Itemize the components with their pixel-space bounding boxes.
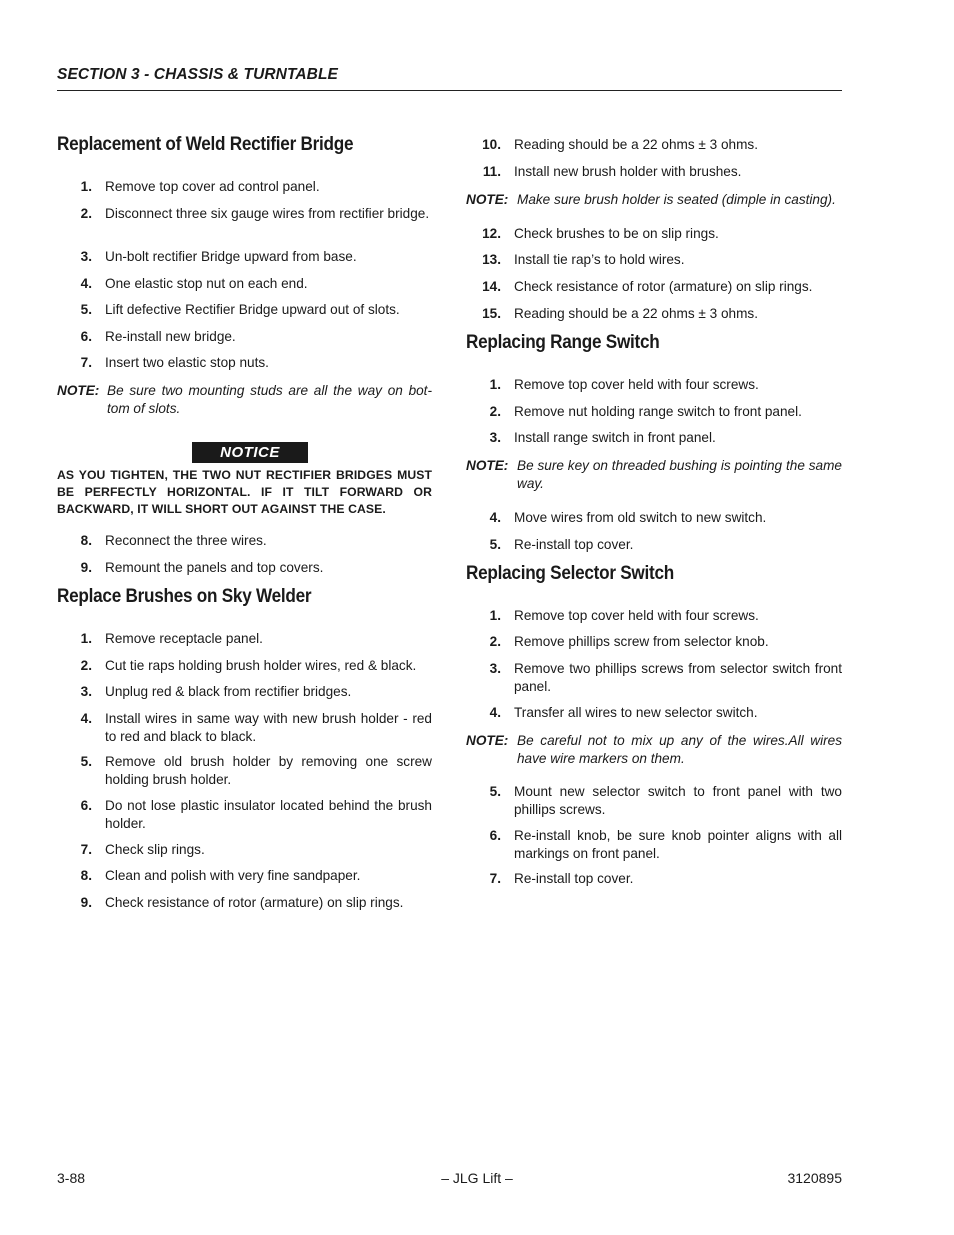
note-label: NOTE: — [466, 192, 509, 207]
list-item: 5. Lift defective Rectifier Bridge upward out of slots. — [80, 302, 400, 317]
list-item: 7. Re-install top cover. — [489, 871, 634, 886]
list-item: 2. Remove phillips screw from selector knob. — [489, 634, 769, 649]
list-item: 9. Check resistance of rotor (armature) on slip rings. — [80, 895, 404, 910]
note-label: NOTE: — [466, 458, 509, 473]
list-item: 10. Reading should be a 22 ohms ± 3 ohms. — [482, 137, 758, 152]
page-header — [57, 64, 842, 91]
list-item: 12. Check brushes to be on slip rings. — [482, 226, 719, 241]
note — [466, 191, 842, 209]
heading-weld-rectifier: Replacement of Weld Rectifier Bridge — [57, 133, 354, 155]
note-text: Be sure two mounting studs are all the way on bot-tom of slots. — [107, 383, 432, 416]
note — [466, 732, 842, 767]
notice-badge: NOTICE — [192, 442, 308, 463]
list-item: 3. Install range switch in front panel. — [489, 430, 716, 445]
list-item: 7. Check slip rings. — [80, 842, 205, 857]
list-item: 2. Disconnect three six gauge wires from rectifier bridge. — [80, 206, 430, 221]
list-item: 4. Move wires from old switch to new switch. — [489, 510, 767, 525]
list-item: 11. Install new brush holder with brushes. — [482, 164, 742, 179]
heading-brushes: Replace Brushes on Sky Welder — [57, 585, 312, 607]
page-number: 3-88 — [57, 1170, 86, 1186]
note-text: Be careful not to mix up any of the wires.All wires have wire markers on them. — [517, 733, 842, 766]
list-item: 1. Remove receptacle panel. — [80, 631, 263, 646]
list-item: 2. Cut tie raps holding brush holder wires, red & black. — [80, 658, 417, 673]
footer-brand: – JLG Lift – — [441, 1170, 513, 1186]
note-text: Be sure key on threaded bushing is pointing the same way. — [517, 458, 842, 491]
list-item: 6. Re-install new bridge. — [80, 329, 236, 344]
list-item: 1. Remove top cover ad control panel. — [80, 179, 320, 194]
list-item: 8. Reconnect the three wires. — [80, 533, 267, 548]
list-item: 5. Re-install top cover. — [489, 537, 634, 552]
list-item: 6. Do not lose plastic insulator located behind the brush holder. — [80, 798, 432, 831]
note-label: NOTE: — [466, 733, 509, 748]
list-item: 3. Remove two phillips screws from selector switch front panel. — [489, 661, 842, 694]
notice-text: AS YOU TIGHTEN, THE TWO NUT RECTIFIER BRIDGES MUST BE PERFECTLY HORIZONTAL. IF IT TILT FORWARD OR BACKWARD, IT WILL SHORT OUT AGAINST THE CASE. — [57, 468, 432, 516]
heading-range-switch: Replacing Range Switch — [466, 331, 660, 353]
note-label: NOTE: — [57, 383, 100, 398]
list-item: 1. Remove top cover held with four screws. — [489, 377, 759, 392]
list-item: 5. Mount new selector switch to front panel with two phillips screws. — [489, 784, 842, 817]
list-item: 4. Install wires in same way with new brush holder - red to red and black to black. — [80, 711, 432, 744]
note — [57, 382, 432, 417]
heading-selector-switch: Replacing Selector Switch — [466, 562, 674, 584]
list-item: 5. Remove old brush holder by removing one screw holding brush holder. — [80, 754, 432, 787]
list-item: 4. One elastic stop nut on each end. — [80, 276, 308, 291]
doc-number: 3120895 — [787, 1170, 842, 1186]
list-item: 8. Clean and polish with very fine sandpaper. — [80, 868, 361, 883]
list-item: 13. Install tie rap’s to hold wires. — [482, 252, 685, 267]
section-title: SECTION 3 - CHASSIS & TURNTABLE — [57, 66, 338, 83]
list-item: 4. Transfer all wires to new selector switch. — [489, 705, 758, 720]
list-item: 2. Remove nut holding range switch to front panel. — [489, 404, 802, 419]
list-item: 3. Un-bolt rectifier Bridge upward from base. — [80, 249, 357, 264]
list-item: 1. Remove top cover held with four screws. — [489, 608, 759, 623]
list-item: 14. Check resistance of rotor (armature) on slip rings. — [482, 279, 813, 294]
list-item: 15. Reading should be a 22 ohms ± 3 ohms. — [482, 306, 758, 321]
list-item: 3. Unplug red & black from rectifier bridges. — [80, 684, 352, 699]
list-item: 6. Re-install knob, be sure knob pointer aligns with all markings on front panel. — [489, 828, 842, 861]
list-item: 7. Insert two elastic stop nuts. — [80, 355, 269, 370]
note-text: Make sure brush holder is seated (dimple in casting). — [517, 192, 836, 207]
note — [466, 457, 842, 492]
list-item: 9. Remount the panels and top covers. — [80, 560, 324, 575]
